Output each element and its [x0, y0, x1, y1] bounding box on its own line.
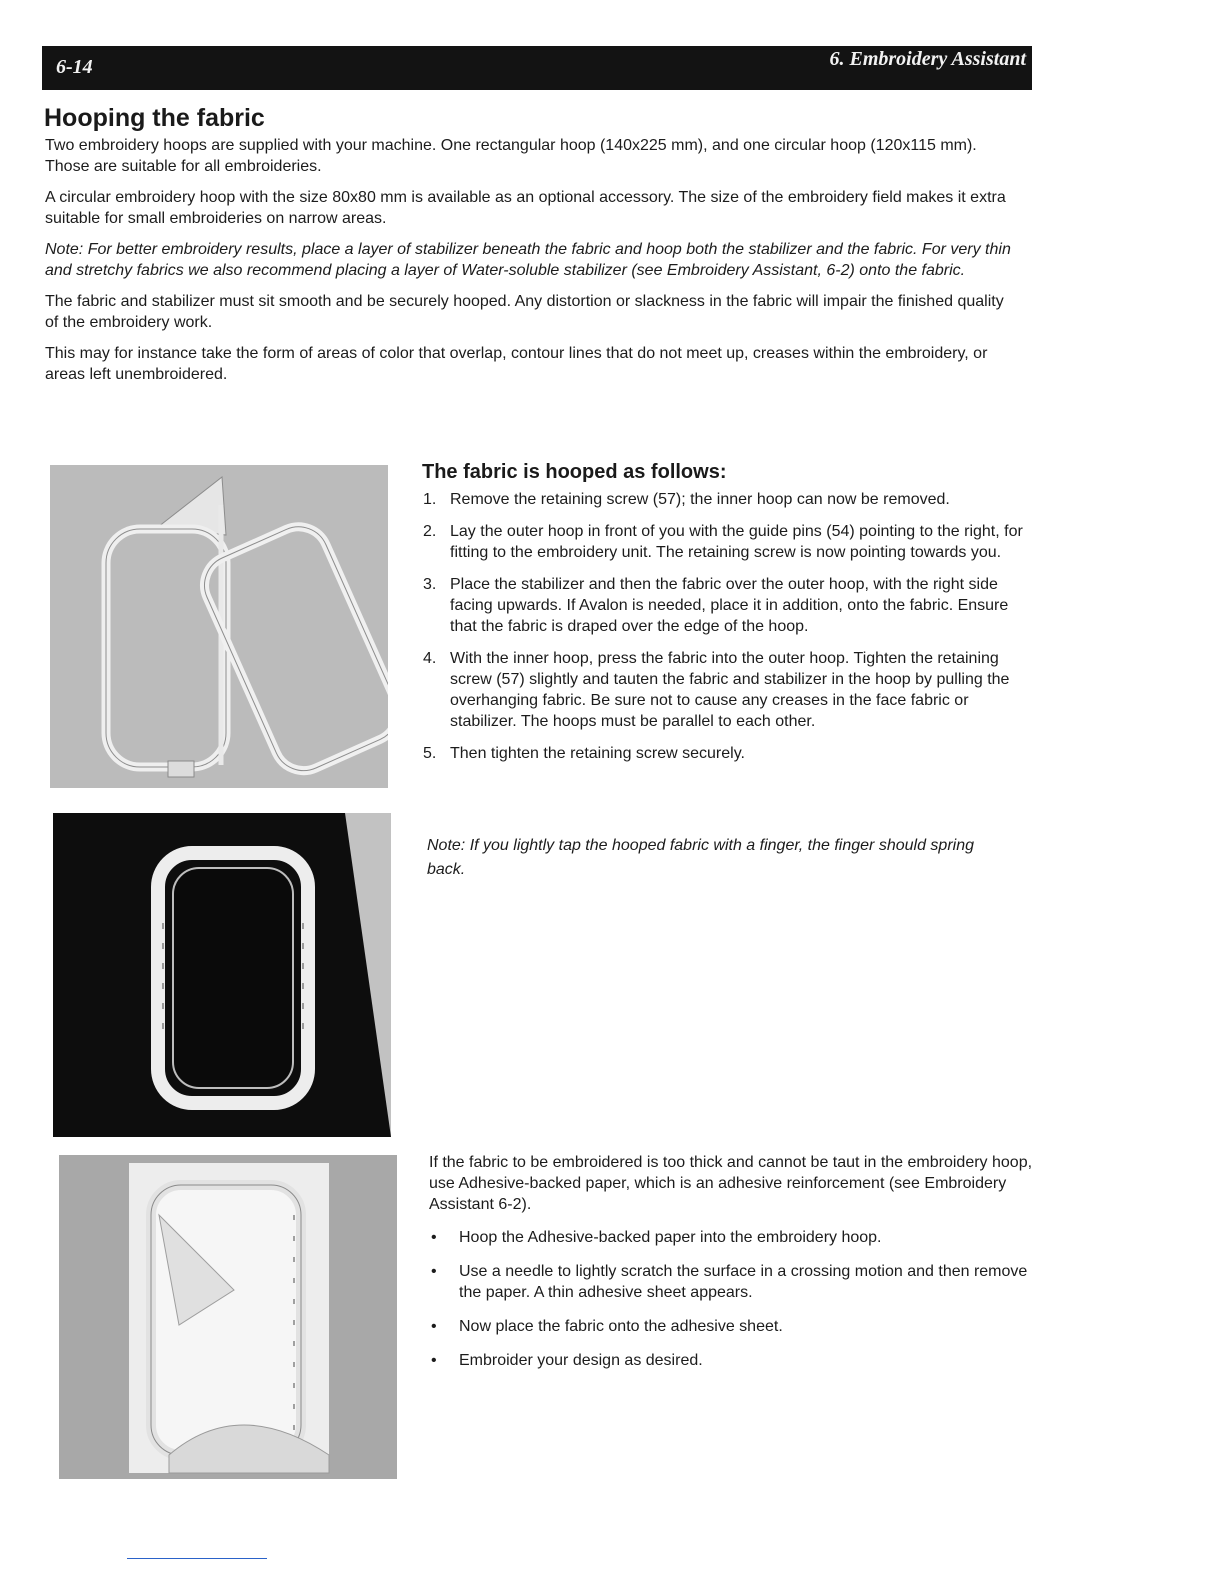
- page-number: 6-14: [56, 56, 93, 78]
- list-item: • Embroider your design as desired.: [431, 1352, 703, 1369]
- list-item: • Hoop the Adhesive-backed paper into the embroidery hoop.: [431, 1229, 882, 1246]
- tap-note: Note: If you lightly tap the hooped fabric with a finger, the finger should spring back.: [427, 837, 974, 878]
- photo-adhesive-paper: [59, 1155, 397, 1479]
- adhesive-intro: If the fabric to be embroidered is too thick and cannot be taut in the embroidery hoop, use Adhesive-backed paper, which is an adhesive reinforcement (see Embroidery Assistant 6-2).: [429, 1154, 1033, 1213]
- chapter-title: 6. Embroidery Assistant: [829, 48, 1026, 70]
- list-item: 2. Lay the outer hoop in front of you with the guide pins (54) pointing to the right, for fitting to the embroidery unit. The retaining screw is now pointing towards you.: [423, 523, 1023, 561]
- hoop-black-image: [53, 813, 391, 1137]
- list-item: 5. Then tighten the retaining screw securely.: [423, 745, 745, 762]
- intro-paragraph-hoops: Two embroidery hoops are supplied with your machine. One rectangular hoop (140x225 mm), and one circular hoop (120x115 mm). Those are suitable for all embroideries.: [45, 137, 977, 175]
- intro-text: [45, 135, 1020, 395]
- section-title: Hooping the fabric: [44, 104, 265, 132]
- adhesive-bullets: [429, 1227, 1035, 1371]
- intro-paragraph-accessory: A circular embroidery hoop with the size 80x80 mm is available as an optional accessory. The size of the embroidery field makes it extra suitable for small embroideries on narrow areas.: [45, 189, 1006, 227]
- adhesive-section: [429, 1152, 1035, 1384]
- photo-hooped-black: [53, 813, 391, 1137]
- two-hoops-image: [50, 465, 388, 788]
- photo-two-hoops: [50, 465, 388, 788]
- list-item: 4. With the inner hoop, press the fabric into the outer hoop. Tighten the retaining screw (57) slightly and tauten the fabric and stabilizer in the hoop by pulling the overhanging fabric. Be sure not to cause any creases in the face fabric or stabilizer. The hoops must be parallel to each other.: [423, 650, 1010, 730]
- list-item: • Now place the fabric onto the adhesive sheet.: [431, 1318, 783, 1335]
- hooping-steps: [422, 462, 1034, 775]
- page-header: [42, 46, 1032, 90]
- adhesive-paper-image: [59, 1155, 397, 1479]
- footer-divider: [127, 1558, 267, 1559]
- list-item: • Use a needle to lightly scratch the surface in a crossing motion and then remove the paper. A thin adhesive sheet appears.: [431, 1263, 1028, 1301]
- intro-paragraph-examples: This may for instance take the form of areas of color that overlap, contour lines that do not meet up, creases within the embroidery, or areas left unembroidered.: [45, 345, 988, 383]
- steps-list: [422, 489, 1034, 764]
- intro-note: Note: For better embroidery results, place a layer of stabilizer beneath the fabric and hoop both the stabilizer and the fabric. For very thin and stretchy fabrics we also recommend placing a layer of Water-soluble stabilizer (see Embroidery Assistant, 6-2) onto the fabric.: [45, 241, 1011, 279]
- list-item: 3. Place the stabilizer and then the fabric over the outer hoop, with the right side facing upwards. If Avalon is needed, place it in addition, onto the fabric. Ensure that the fabric is draped over the edge of the hoop.: [423, 576, 1009, 635]
- list-item: 1. Remove the retaining screw (57); the inner hoop can now be removed.: [423, 491, 950, 508]
- steps-heading: The fabric is hooped as follows:: [422, 461, 727, 483]
- intro-paragraph-smooth: The fabric and stabilizer must sit smooth and be securely hooped. Any distortion or slackness in the fabric will impair the finished quality of the embroidery work.: [45, 293, 1004, 331]
